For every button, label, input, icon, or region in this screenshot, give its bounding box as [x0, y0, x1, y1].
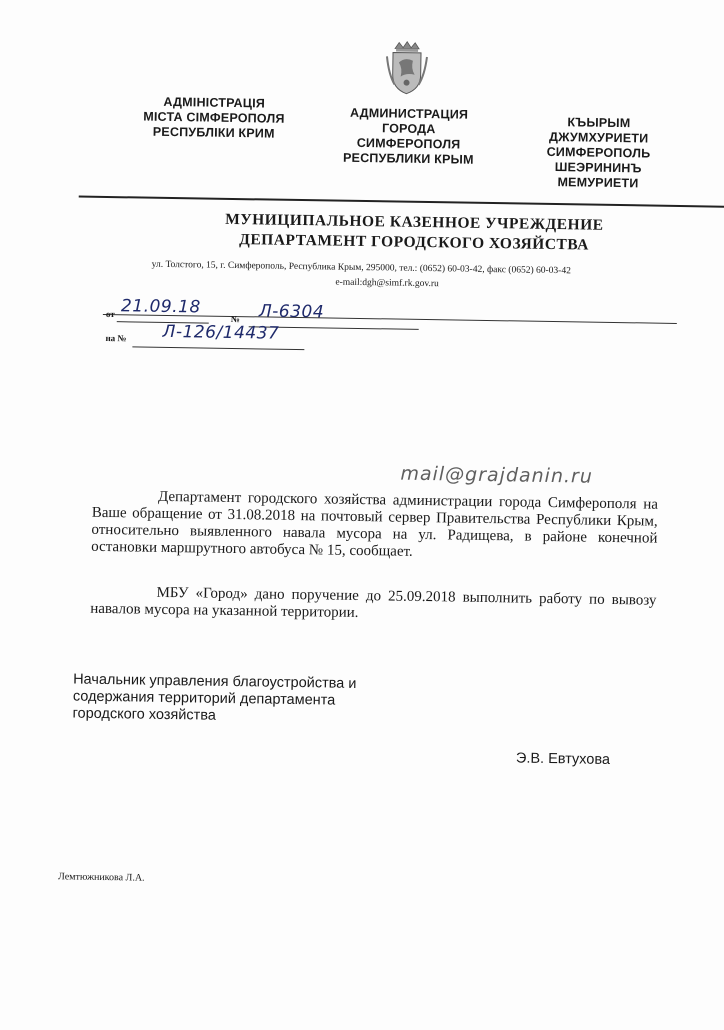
organization-name-line2: ДЕПАРТАМЕНТ ГОРОДСКОГО ХОЗЯЙСТВА [239, 231, 589, 254]
header-russian-line: АДМИНИСТРАЦИЯ [349, 105, 469, 122]
organization-address: ул. Толстого, 15, г. Симферополь, Республика Крым, 295000, тел.: (0652) 60-03-42, факс (0652) 60-03-42 [151, 259, 571, 277]
header-divider [79, 196, 724, 208]
reply-label: на № [105, 332, 127, 344]
reply-underline [132, 346, 304, 350]
crimea-coat-of-arms-icon [384, 38, 429, 97]
handwritten-number: Л-6304 [258, 301, 325, 323]
signatory-title-line: городского хозяйства [72, 705, 217, 724]
handwritten-reply-number: Л-126/14437 [162, 321, 280, 344]
organization-email: e-mail:dgh@simf.rk.gov.ru [335, 277, 439, 290]
header-ukrainian-line: МІСТА СІМФЕРОПОЛЯ [143, 109, 285, 126]
header-russian-line: РЕСПУБЛИКИ КРЫМ [342, 150, 474, 167]
header-ukrainian [124, 94, 305, 142]
date-label: от [105, 308, 115, 320]
header-crimean-tatar-line: МЕМУРИЕТИ [557, 175, 639, 191]
handwritten-email: mail@grajdanin.ru [400, 462, 594, 488]
header-crimean-tatar-line: КЪЫРЫМ [567, 115, 631, 131]
header-crimean-tatar [523, 115, 674, 192]
organization-name-line1: МУНИЦИПАЛЬНОЕ КАЗЕННОЕ УЧРЕЖДЕНИЕ [225, 210, 604, 234]
header-russian-line: СИМФЕРОПОЛЯ [356, 135, 461, 152]
header-russian-line: ГОРОДА [381, 121, 436, 137]
body-paragraph-1-text: Департамент городского хозяйства администрации города Симферополя на Ваше обращение от 31.08.2018 на почтовый сервер Правительства Республики Крым, относительно выявленного навала мусора на ул. Радищева, в районе конечной остановки маршрутного автобуса № 15, сообщает. [91, 488, 659, 560]
signatory-name: Э.В. Евтухова [515, 750, 611, 768]
header-crimean-tatar-line: СИМФЕРОПОЛЬ [546, 144, 651, 161]
header-ukrainian-line: АДМІНІСТРАЦІЯ [163, 94, 266, 111]
body-paragraph-2 [90, 584, 656, 627]
header-ukrainian-line: РЕСПУБЛІКИ КРИМ [152, 124, 275, 141]
number-label: № [230, 313, 240, 325]
handwritten-date: 21.09.18 [120, 296, 201, 318]
body-paragraph-2-text: МБУ «Город» дано поручение до 25.09.2018 выполнить работу по вывозу навалов мусора на указанной территории. [90, 584, 657, 621]
body-paragraph-1 [91, 488, 658, 565]
header-russian [325, 105, 492, 168]
signatory-title-line: Начальник управления благоустройства и [73, 671, 357, 692]
header-crimean-tatar-line: ДЖУМХУРИЕТИ [548, 129, 649, 146]
header-crimean-tatar-line: ШЕЭРИНИНЪ [554, 160, 642, 176]
signatory-title-line: содержания территорий департамента [72, 688, 336, 709]
signatory-title [72, 672, 356, 727]
executor-name: Лемтюжникова Л.А. [57, 871, 145, 884]
